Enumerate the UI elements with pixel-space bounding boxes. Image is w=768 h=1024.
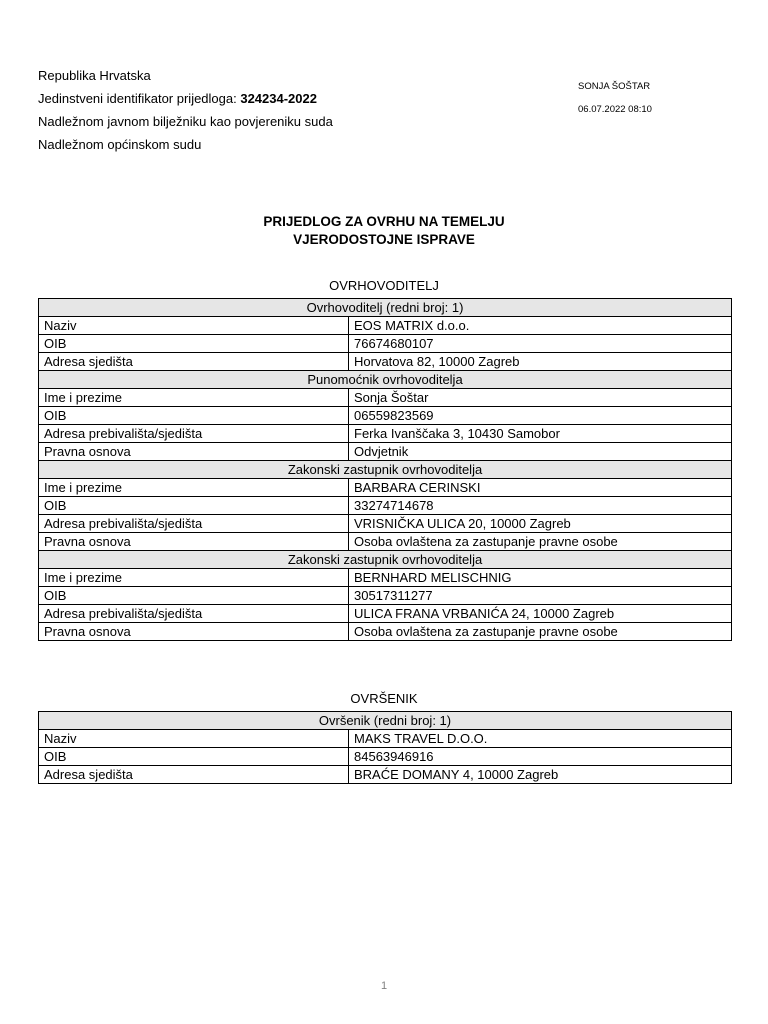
table-row: [39, 587, 732, 605]
field-value: MAKS TRAVEL D.O.O.: [349, 730, 732, 748]
creditor-section-heading: OVRHOVODITELJ: [329, 278, 439, 293]
field-label: Pravna osnova: [39, 443, 349, 461]
table-row: [39, 569, 732, 587]
table-subheader-row: [39, 712, 732, 730]
table-row: [39, 317, 732, 335]
field-label: Adresa prebivališta/sjedišta: [39, 515, 349, 533]
field-value: VRISNIČKA ULICA 20, 10000 Zagreb: [349, 515, 732, 533]
field-value: Horvatova 82, 10000 Zagreb: [349, 353, 732, 371]
field-label: Pravna osnova: [39, 533, 349, 551]
field-value: BERNHARD MELISCHNIG: [349, 569, 732, 587]
field-label: Naziv: [39, 730, 349, 748]
title-line-1: PRIJEDLOG ZA OVRHU NA TEMELJU: [263, 214, 505, 229]
signature-timestamp: 06.07.2022 08:10: [578, 104, 652, 115]
signer-name: SONJA ŠOŠTAR: [578, 81, 651, 92]
field-value: Ferka Ivanščaka 3, 10430 Samobor: [349, 425, 732, 443]
debtor-table-body: [39, 712, 732, 784]
field-label: Ime i prezime: [39, 389, 349, 407]
field-value: 84563946916: [349, 748, 732, 766]
subheader-cell: Zakonski zastupnik ovrhovoditelja: [39, 461, 732, 479]
subheader-cell: Ovršenik (redni broj: 1): [39, 712, 732, 730]
document-title: [0, 213, 768, 249]
field-value: BRAĆE DOMANY 4, 10000 Zagreb: [349, 766, 732, 784]
signature-block: [578, 80, 652, 117]
field-label: OIB: [39, 587, 349, 605]
field-value: Sonja Šoštar: [349, 389, 732, 407]
field-label: Naziv: [39, 317, 349, 335]
addressee-block: [38, 64, 333, 156]
subheader-cell: Ovrhovoditelj (redni broj: 1): [39, 299, 732, 317]
page-number: 1: [380, 980, 388, 992]
notary-addressee-line: Nadležnom javnom bilježniku kao povjereniku suda: [38, 114, 333, 129]
field-label: OIB: [39, 407, 349, 425]
creditor-table-body: [39, 299, 732, 641]
table-row: [39, 766, 732, 784]
table-row: [39, 730, 732, 748]
table-row: [39, 748, 732, 766]
subheader-cell: Punomoćnik ovrhovoditelja: [39, 371, 732, 389]
field-label: OIB: [39, 335, 349, 353]
table-subheader-row: [39, 461, 732, 479]
field-label: Adresa prebivališta/sjedišta: [39, 425, 349, 443]
field-label: Adresa sjedišta: [39, 766, 349, 784]
field-label: Adresa prebivališta/sjedišta: [39, 605, 349, 623]
field-label: Ime i prezime: [39, 479, 349, 497]
table-row: [39, 443, 732, 461]
table-row: [39, 533, 732, 551]
subheader-cell: Zakonski zastupnik ovrhovoditelja: [39, 551, 732, 569]
creditor-table: [38, 298, 732, 641]
identifier-value: 324234-2022: [240, 91, 317, 106]
title-line-2: VJERODOSTOJNE ISPRAVE: [293, 232, 475, 247]
table-row: [39, 353, 732, 371]
field-value: EOS MATRIX d.o.o.: [349, 317, 732, 335]
field-value: 06559823569: [349, 407, 732, 425]
table-row: [39, 479, 732, 497]
table-row: [39, 425, 732, 443]
table-row: [39, 497, 732, 515]
table-subheader-row: [39, 299, 732, 317]
field-label: Pravna osnova: [39, 623, 349, 641]
field-value: Osoba ovlaštena za zastupanje pravne osobe: [349, 533, 732, 551]
table-row: [39, 407, 732, 425]
table-subheader-row: [39, 371, 732, 389]
country-line: Republika Hrvatska: [38, 68, 151, 83]
identifier-label: Jedinstveni identifikator prijedloga:: [38, 91, 241, 106]
table-row: [39, 623, 732, 641]
table-row: [39, 605, 732, 623]
field-value: ULICA FRANA VRBANIĆA 24, 10000 Zagreb: [349, 605, 732, 623]
field-label: Adresa sjedišta: [39, 353, 349, 371]
field-label: OIB: [39, 497, 349, 515]
table-subheader-row: [39, 551, 732, 569]
table-row: [39, 389, 732, 407]
field-label: OIB: [39, 748, 349, 766]
field-value: BARBARA CERINSKI: [349, 479, 732, 497]
field-value: Osoba ovlaštena za zastupanje pravne osobe: [349, 623, 732, 641]
field-value: Odvjetnik: [349, 443, 732, 461]
court-addressee-line: Nadležnom općinskom sudu: [38, 137, 202, 152]
table-row: [39, 335, 732, 353]
table-row: [39, 515, 732, 533]
debtor-table: [38, 711, 732, 784]
identifier-line: [38, 87, 333, 110]
field-label: Ime i prezime: [39, 569, 349, 587]
field-value: 30517311277: [349, 587, 732, 605]
field-value: 76674680107: [349, 335, 732, 353]
debtor-section-heading: OVRŠENIK: [350, 691, 418, 706]
field-value: 33274714678: [349, 497, 732, 515]
